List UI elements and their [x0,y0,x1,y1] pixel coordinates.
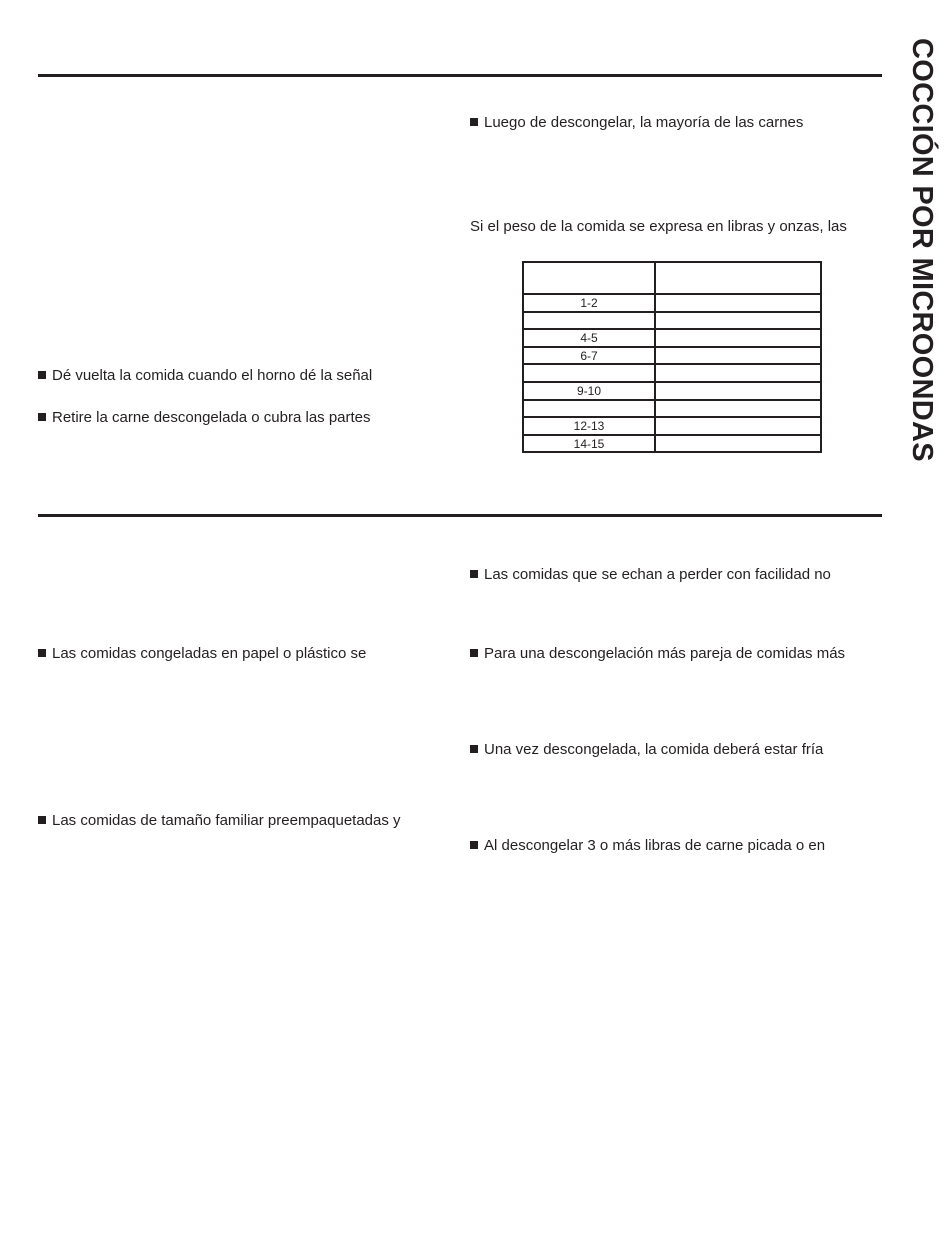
table-cell-pounds: 14-15 [523,435,655,453]
bullet-text: Las comidas congeladas en papel o plástico se [52,645,367,662]
table-row [523,417,821,435]
bullet-square-icon [470,745,478,753]
table-cell-pounds: 12-13 [523,417,655,435]
bullet-square-icon [470,118,478,126]
table-row [523,364,821,382]
table-row [523,400,821,418]
table-cell-pounds: 4-5 [523,329,655,347]
bullet-item [38,812,401,830]
table-cell-value [655,435,821,453]
table-cell-pounds: 9-10 [523,382,655,400]
table-cell-pounds [523,400,655,418]
section-divider-middle [38,514,882,517]
bullet-item [38,367,372,385]
bullet-item [470,645,845,663]
bullet-square-icon [470,570,478,578]
bullet-text: Retire la carne descongelada o cubra las partes [52,409,371,426]
table-row [523,312,821,330]
table-header-cell [655,262,821,294]
table-row [523,435,821,453]
table-cell-pounds: 6-7 [523,347,655,365]
bullet-text: Para una descongelación más pareja de comidas más [484,645,846,662]
table-header-cell [523,262,655,294]
table-cell-pounds: 1-2 [523,294,655,312]
bullet-item [470,114,803,132]
table-row [523,382,821,400]
bullet-square-icon [38,649,46,657]
side-title [904,38,940,508]
bullet-item [470,741,823,759]
table-cell-pounds [523,364,655,382]
table-cell-value [655,382,821,400]
bullet-square-icon [38,371,46,379]
table-cell-value [655,312,821,330]
table-row [523,329,821,347]
bullet-text: Las comidas de tamaño familiar preempaquetadas y [52,812,401,829]
table-header-row [523,262,821,294]
bullet-text: Las comidas que se echan a perder con facilidad no [484,566,831,583]
conversion-table [522,261,822,453]
bullet-square-icon [38,816,46,824]
table-cell-value [655,329,821,347]
table-row [523,347,821,365]
section-divider-top [38,74,882,77]
bullet-item [38,645,366,663]
bullet-item [470,837,825,855]
bullet-text: Al descongelar 3 o más libras de carne picada o en [484,837,826,854]
bullet-square-icon [470,649,478,657]
table-cell-value [655,417,821,435]
bullet-text: Dé vuelta la comida cuando el horno dé la señal [52,367,373,384]
table-cell-value [655,294,821,312]
table-cell-pounds [523,312,655,330]
table-row [523,294,821,312]
bullet-square-icon [38,413,46,421]
bullet-square-icon [470,841,478,849]
side-title-text: COCCIÓN POR MICROONDAS [906,38,938,462]
table-cell-value [655,347,821,365]
table-cell-value [655,400,821,418]
bullet-item [38,409,371,427]
weight-paragraph: Si el peso de la comida se expresa en libras y onzas, las [470,218,847,235]
bullet-item [470,566,831,584]
bullet-text: Luego de descongelar, la mayoría de las carnes [484,114,804,131]
table-cell-value [655,364,821,382]
bullet-text: Una vez descongelada, la comida deberá estar fría [484,741,824,758]
